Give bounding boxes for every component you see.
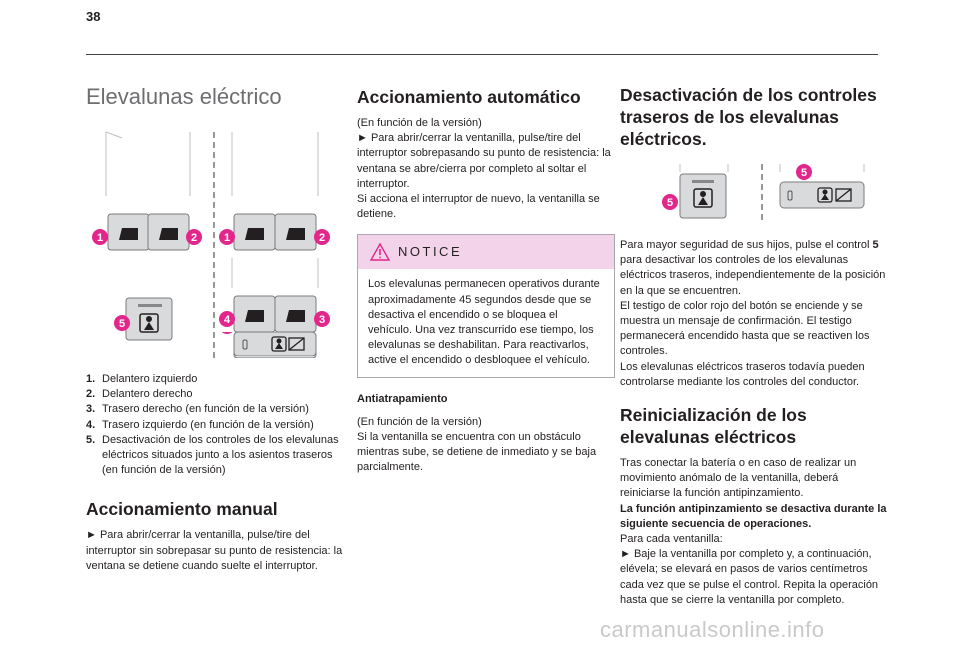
page-number: 38 [86, 9, 101, 24]
front-switch-pair-right [234, 214, 316, 250]
header-rule [86, 54, 878, 55]
paragraph: (En función de la versión) [357, 415, 482, 428]
front-switch-pair-left [108, 214, 189, 250]
badge-5-right [796, 164, 812, 180]
warning-icon [370, 243, 390, 261]
svg-text:5: 5 [666, 197, 674, 209]
notice-box [357, 234, 615, 377]
section-title-auto: Accionamiento automático [357, 87, 581, 107]
section-title: Elevalunas eléctrico [86, 84, 282, 109]
section-title-reset: Reinicialización de los elevalunas eléctricos [620, 405, 807, 448]
window-icon [286, 228, 305, 240]
svg-text:1: 1 [96, 232, 104, 244]
child-lock-bar [780, 182, 864, 208]
badge-2-right [314, 229, 330, 245]
window-icon [119, 228, 138, 240]
list-item: 3. Trasero derecho (en función de la versión) [86, 403, 309, 416]
rear-switch-pair [234, 296, 316, 332]
badge-1 [92, 229, 108, 245]
window-icon [245, 228, 264, 240]
svg-text:2: 2 [190, 232, 198, 244]
manual-text: ► Para abrir/cerrar la ventanilla, pulse/tire del interruptor sin sobrepasar su punto de resistencia: la ventana se detiene cuando suelte el interruptor. [86, 529, 343, 572]
notice-header [358, 235, 614, 269]
notice-text: Los elevalunas permanecen operativos durante aproximadamente 45 segundos desde que se desactiva el encendido o se bloquea el vehículo. Una vez transcurrido ese tiempo, los elevalunas se deshabilitan. Para reactivarlos, active el encendido o desbloquee el vehículo. [368, 278, 600, 367]
column-left [86, 72, 344, 574]
window-switches-figure [86, 128, 344, 358]
badge-5 [662, 194, 678, 210]
svg-text:5 [224, 332, 230, 333]
paragraph: Los elevalunas eléctricos traseros todavía pueden controlarse mediante los controles del conductor. [620, 360, 865, 388]
svg-text:1: 1 [223, 232, 231, 244]
paragraph-bold: La función antipinzamiento se desactiva durante la siguiente secuencia de operaciones. [620, 502, 887, 530]
paragraph: Para mayor seguridad de sus hijos, pulse el control 5 para desactivar los controles de los elevalunas eléctricos traseros, independientemente de la posición en la que se encuentren. [620, 239, 886, 297]
svg-text:5: 5 [118, 318, 126, 330]
paragraph: ► Baje la ventanilla por completo y, a continuación, elévela; se elevará en pasos de varios centímetros cada vez que se pulse el control. Repita la operación hasta que se cierre la ventanilla por completo. [620, 548, 879, 606]
paragraph: El testigo de color rojo del botón se enciende y se muestra un mensaje de confirmación. El testigo permanecerá encendido hasta que se reactiven los controles. [620, 299, 870, 358]
section-title-deactivation: Desactivación de los controles traseros de los elevalunas eléctricos. [620, 85, 877, 149]
paragraph: Para cada ventanilla: [620, 533, 723, 546]
paragraph: ► Para abrir/cerrar la ventanilla, pulse/tire del interruptor sobrepasando su punto de resistencia: la ventana se abre/cierra por completo al soltar el interruptor. [357, 132, 611, 190]
svg-text:2: 2 [318, 232, 326, 244]
paragraph: Si la ventanilla se encuentra con un obstáculo mientras sube, se detiene de inmediato y se baja parcialmente. [357, 431, 597, 474]
svg-text:4: 4 [223, 314, 231, 326]
badge-1-right [219, 229, 235, 245]
list-item: 1. Delantero izquierdo [86, 373, 198, 385]
paragraph: (En función de la versión) [357, 117, 482, 129]
paragraph: Tras conectar la batería o en caso de realizar un movimiento anómalo de la ventanilla, deberá reiniciarse la función antipinzamiento. [620, 457, 857, 500]
legend-list [86, 372, 344, 478]
paragraph: Si acciona el interruptor de nuevo, la ventanilla se detiene. [357, 193, 600, 221]
badge-5-lower [219, 332, 235, 334]
svg-text:5: 5 [800, 167, 808, 179]
subsection-title: Antiatrapamiento [357, 392, 448, 405]
child-lock-detail [86, 332, 344, 356]
watermark: carmanualsonline.info [600, 617, 825, 642]
badge-4 [219, 311, 235, 327]
window-icon [286, 310, 305, 322]
window-icon [245, 310, 264, 322]
badge-3 [314, 311, 330, 327]
badge-2 [186, 229, 202, 245]
window-icon [159, 228, 178, 240]
badge-5 [114, 315, 130, 331]
svg-text:3: 3 [318, 314, 326, 326]
column-right [620, 72, 890, 608]
column-middle [357, 72, 615, 476]
list-item: 5. Desactivación de los controles de los elevalunas eléctricos situados junto a los asientos traseros (en función de la versión) [86, 433, 339, 477]
notice-title: NOTICE [398, 244, 463, 260]
child-lock-switch [126, 298, 172, 340]
child-lock-switch [680, 174, 726, 218]
section-title-manual: Accionamiento manual [86, 499, 278, 520]
list-item: 2. Delantero derecho [86, 388, 193, 401]
deactivation-figure [620, 162, 890, 224]
list-item: 4. Trasero izquierdo (en función de la versión) [86, 418, 314, 431]
